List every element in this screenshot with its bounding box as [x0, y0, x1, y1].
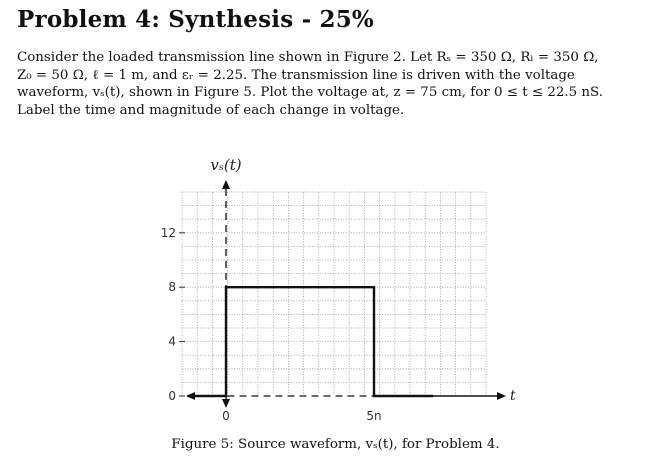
- y-tick-label: 12: [160, 225, 176, 240]
- plot-axes: [179, 180, 506, 408]
- x-tick-label: 5n: [366, 409, 382, 423]
- x-axis-label: t: [510, 388, 516, 404]
- plot-grid: [182, 192, 486, 396]
- problem-heading: Problem 4: Synthesis - 25%: [17, 6, 374, 33]
- v-axis-arrow: [222, 180, 230, 189]
- y-tick-label: 0: [168, 389, 176, 403]
- figure-caption: Figure 5: Source waveform, vₛ(t), for Problem 4.: [171, 437, 500, 452]
- y-tick-label: 4: [168, 334, 176, 349]
- v-axis-down-arrow: [222, 399, 230, 408]
- statement-line-2: Z₀ = 50 Ω, ℓ = 1 m, and εᵣ = 2.25. The transmission line is driven with the voltage: [17, 67, 575, 83]
- plot-labels: [161, 156, 516, 423]
- y-tick-label: 8: [168, 280, 176, 295]
- y-axis-label: vₛ(t): [210, 156, 242, 174]
- statement-line-4: Label the time and magnitude of each change in voltage.: [17, 102, 405, 118]
- statement-line-3: waveform, vₛ(t), shown in Figure 5. Plot the voltage at, z = 75 cm, for 0 ≤ t ≤ 22.5 nS.: [17, 85, 603, 101]
- t-axis-arrow: [497, 392, 506, 400]
- statement-line-1: Consider the loaded transmission line shown in Figure 2. Let Rₛ = 350 Ω, Rₗ = 350 Ω,: [17, 50, 599, 65]
- x-tick-label: 0: [222, 409, 230, 423]
